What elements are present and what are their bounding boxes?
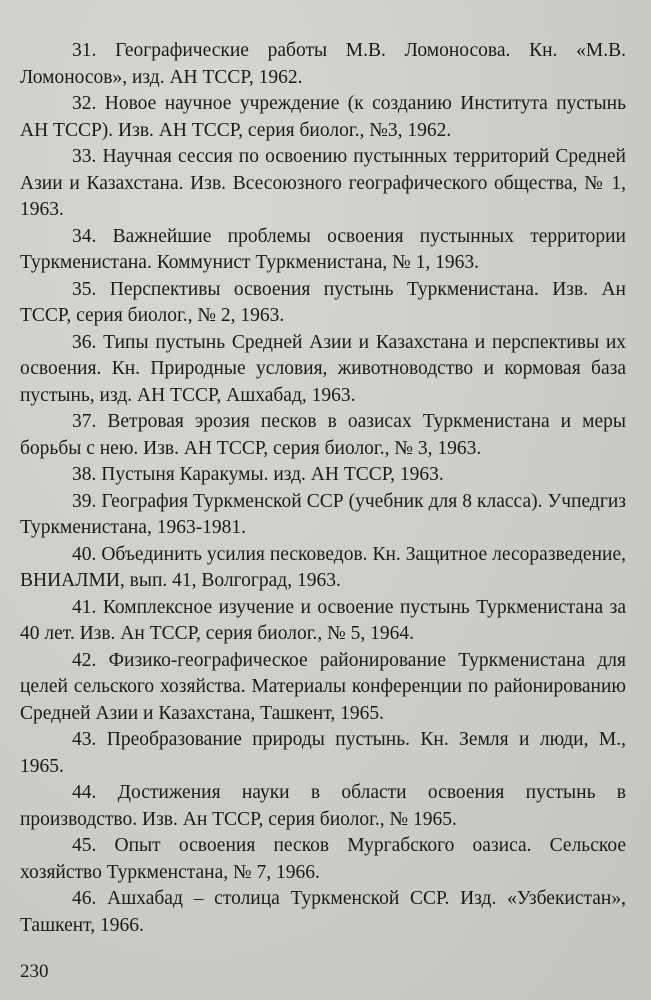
bibliography-entry: 42. Физико-географическое районирование Туркменистана для целей сельского хозяйства. Материалы конференции по районированию Средней Азии и Казахстана, Ташкент, 1965. xyxy=(20,649,626,724)
bibliography-entry: 34. Важнейшие проблемы освоения пустынных территории Туркменистана. Коммунист Туркменистана, № 1, 1963. xyxy=(20,225,626,273)
bibliography-entry: 37. Ветровая эрозия песков в оазисах Туркменистана и меры борьбы с нею. Изв. АН ТССР, серия биолог., № 3, 1963. xyxy=(20,411,626,459)
bibliography-entry: 45. Опыт освоения песков Мургабского оазиса. Сельское хозяйство Туркменстана, № 7, 1966. xyxy=(20,835,626,883)
bibliography-entry: 36. Типы пустынь Средней Азии и Казахстана и перспективы их освоения. Кн. Природные условия, животноводство и кормовая база пустынь, изд. АН ТССР, Ашхабад, 1963. xyxy=(20,331,626,406)
bibliography-entry: 39. География Туркменской ССР (учебник для 8 класса). Учпедгиз Туркменистана, 1963-1981. xyxy=(20,490,626,538)
bibliography-entry: 46. Ашхабад – столица Туркменской ССР. Изд. «Узбекистан», Ташкент, 1966. xyxy=(20,888,626,936)
page-number: 230 xyxy=(20,961,49,982)
bibliography-entry: 32. Новое научное учреждение (к созданию Института пустынь АН ТССР). Изв. АН ТССР, серия биолог., №3, 1962. xyxy=(20,93,626,141)
bibliography-entry: 38. Пустыня Каракумы. изд. АН ТССР, 1963. xyxy=(72,464,444,485)
bibliography-entry: 35. Перспективы освоения пустынь Туркменистана. Изв. Ан ТССР, серия биолог., № 2, 1963. xyxy=(20,278,626,326)
bibliography-entry: 40. Объединить усилия песковедов. Кн. Защитное лесоразведение, ВНИАЛМИ, вып. 41, Волгоград, 1963. xyxy=(20,543,626,591)
bibliography-entry: 31. Географические работы М.В. Ломоносова. Кн. «М.В. Ломоносов», изд. АН ТССР, 1962. xyxy=(20,40,626,88)
bibliography-entry: 33. Научная сессия по освоению пустынных территорий Средней Азии и Казахстана. Изв. Всесоюзного географического общества, № 1, 1963. xyxy=(20,146,626,220)
bibliography-list xyxy=(20,38,626,939)
bibliography-entry: 43. Преобразование природы пустынь. Кн. Земля и люди, М., 1965. xyxy=(20,729,626,777)
bibliography-entry: 41. Комплексное изучение и освоение пустынь Туркменистана за 40 лет. Изв. Ан ТССР, серия биолог., № 5, 1964. xyxy=(20,596,626,644)
bibliography-entry: 44. Достижения науки в области освоения пустынь в производство. Изв. Ан ТССР, серия биолог., № 1965. xyxy=(20,782,626,830)
